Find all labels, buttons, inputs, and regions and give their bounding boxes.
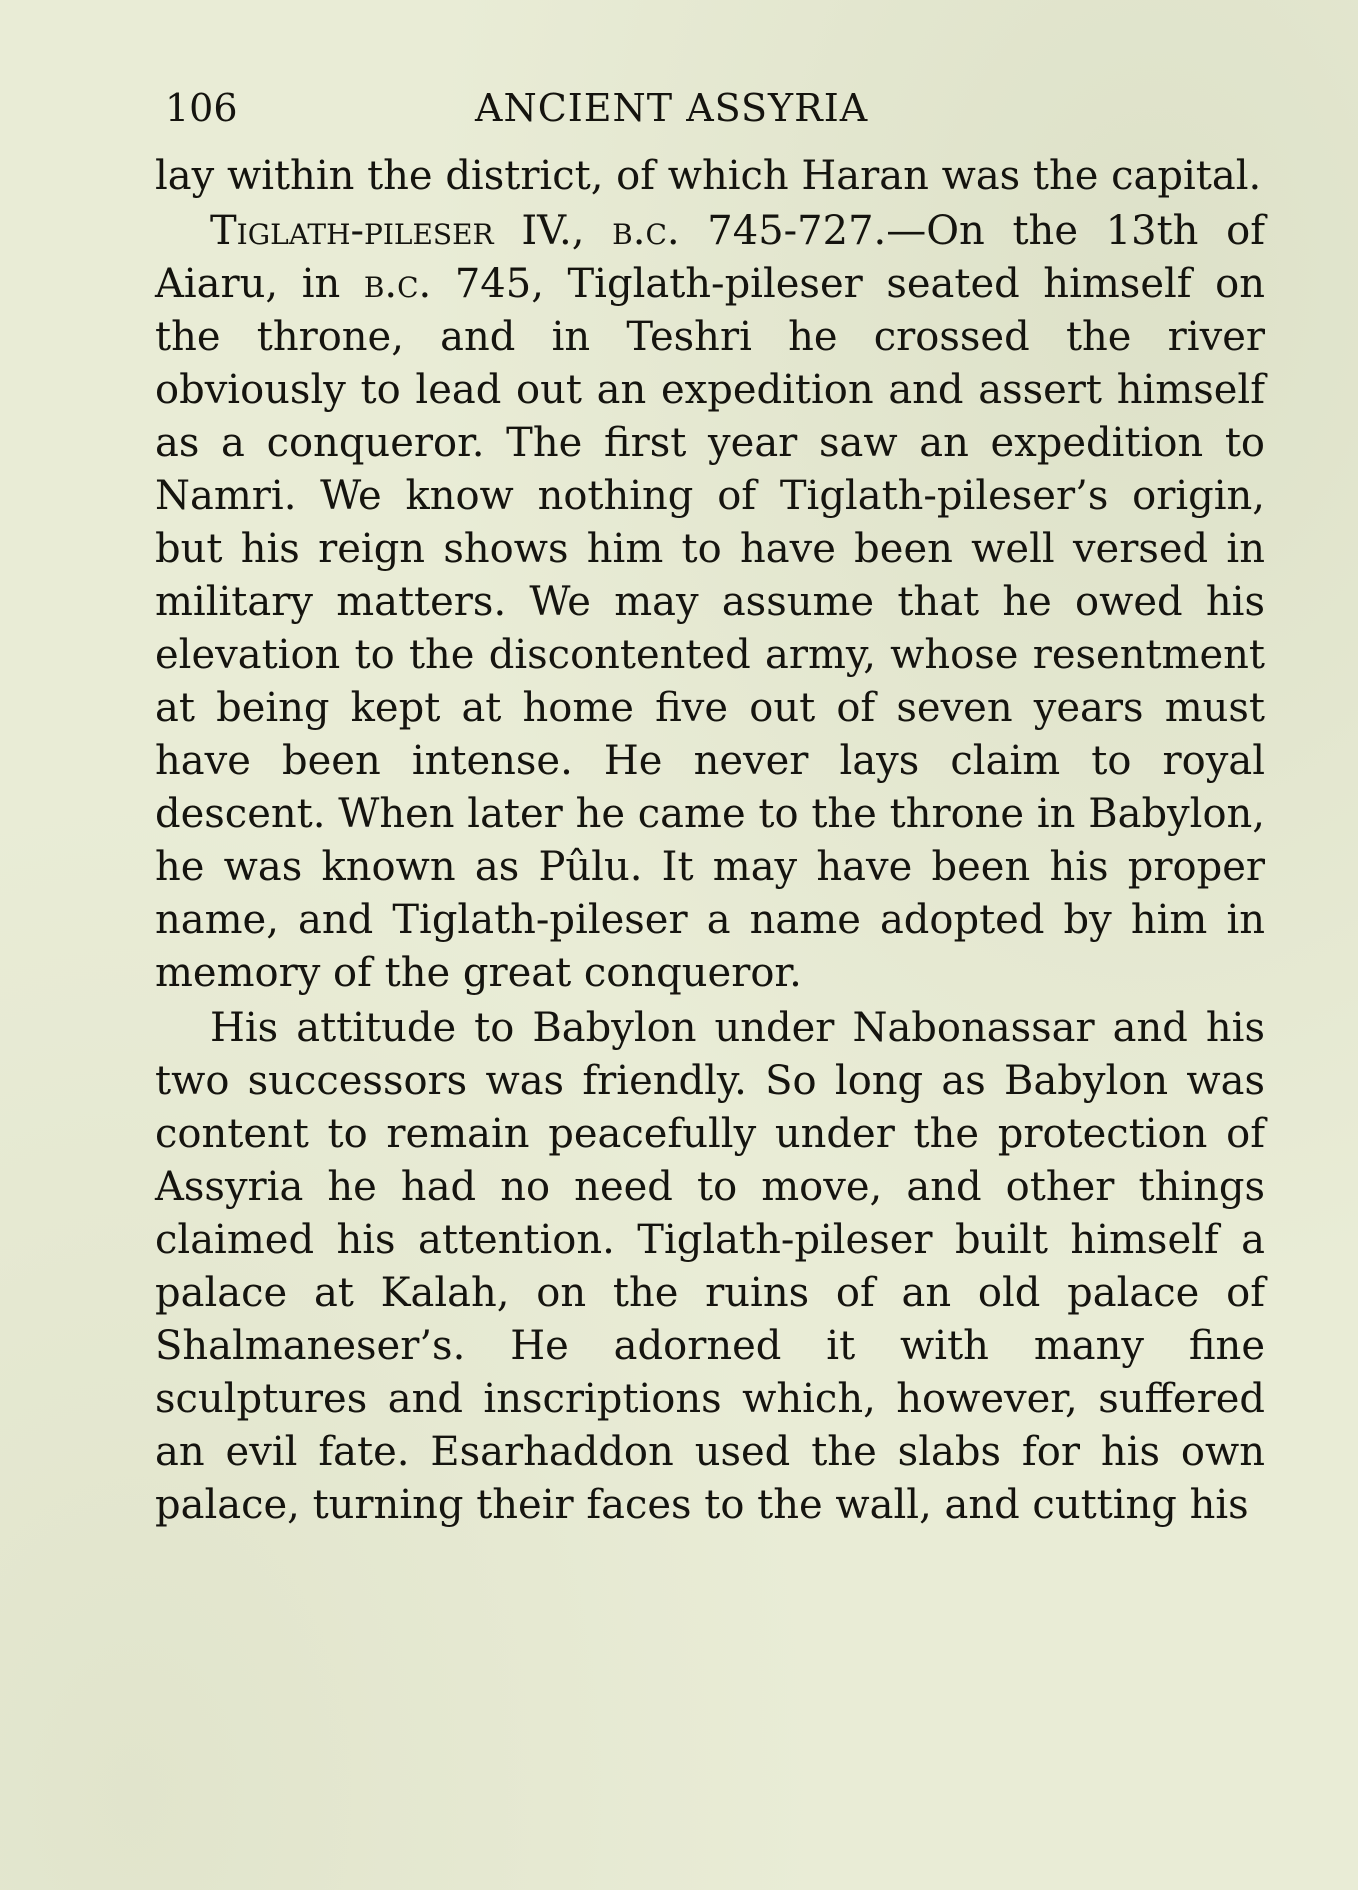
paragraph-text: lay within the district, of which Haran was the capital. bbox=[155, 153, 1262, 199]
section-heading-name: Tiglath-pileser bbox=[210, 208, 494, 254]
body-text bbox=[155, 150, 1265, 1532]
paragraph-tiglath-pileser bbox=[155, 205, 1265, 1000]
page-number: 106 bbox=[165, 86, 238, 130]
section-heading-numeral: IV., bbox=[493, 208, 613, 254]
section-heading-era: b.c. bbox=[612, 208, 680, 254]
running-title: ANCIENT ASSYRIA bbox=[475, 86, 869, 130]
era-abbreviation: b.c. bbox=[363, 261, 432, 307]
section-heading-dates: 745-727. bbox=[679, 208, 887, 254]
paragraph-text: His attitude to Babylon under Nabonassar and his two successors was friendly. So long as Babylon was content to remain peacefully under the protection of Assyria he had no need to move, and other things claimed his attention. Tiglath-pileser built himself a palace at Kalah, on the ruins of an old palace of Shalmaneser’s. He adorned it with many fine sculptures and inscriptions which, however, suffered an evil fate. Esarhaddon used the slabs for his own palace, turning their faces to the wall, and cutting his bbox=[155, 1005, 1265, 1528]
book-page bbox=[155, 78, 1265, 1534]
paragraph-continuation bbox=[155, 150, 1265, 203]
running-head bbox=[155, 78, 1265, 138]
paragraph-text: 745, Tiglath-pileser seated himself on the throne, and in Teshri he crossed the river obviously to lead out an expedition and assert himself as a conqueror. The first year saw an expedition to Namri. We know nothing of Tiglath-pileser’s origin, but his reign shows him to have been well versed in military matters. We may assume that he owed his elevation to the discontented army, whose resentment at being kept at home five out of seven years must have been intense. He never lays claim to royal descent. When later he came to the throne in Babylon, he was known as Pûlu. It may have been his proper name, and Tiglath-pileser a name adopted by him in memory of the great conqueror. bbox=[155, 261, 1266, 996]
paragraph-babylon-attitude bbox=[155, 1002, 1265, 1532]
paragraph-text: —On the 13th of Aiaru, in bbox=[155, 208, 1266, 307]
